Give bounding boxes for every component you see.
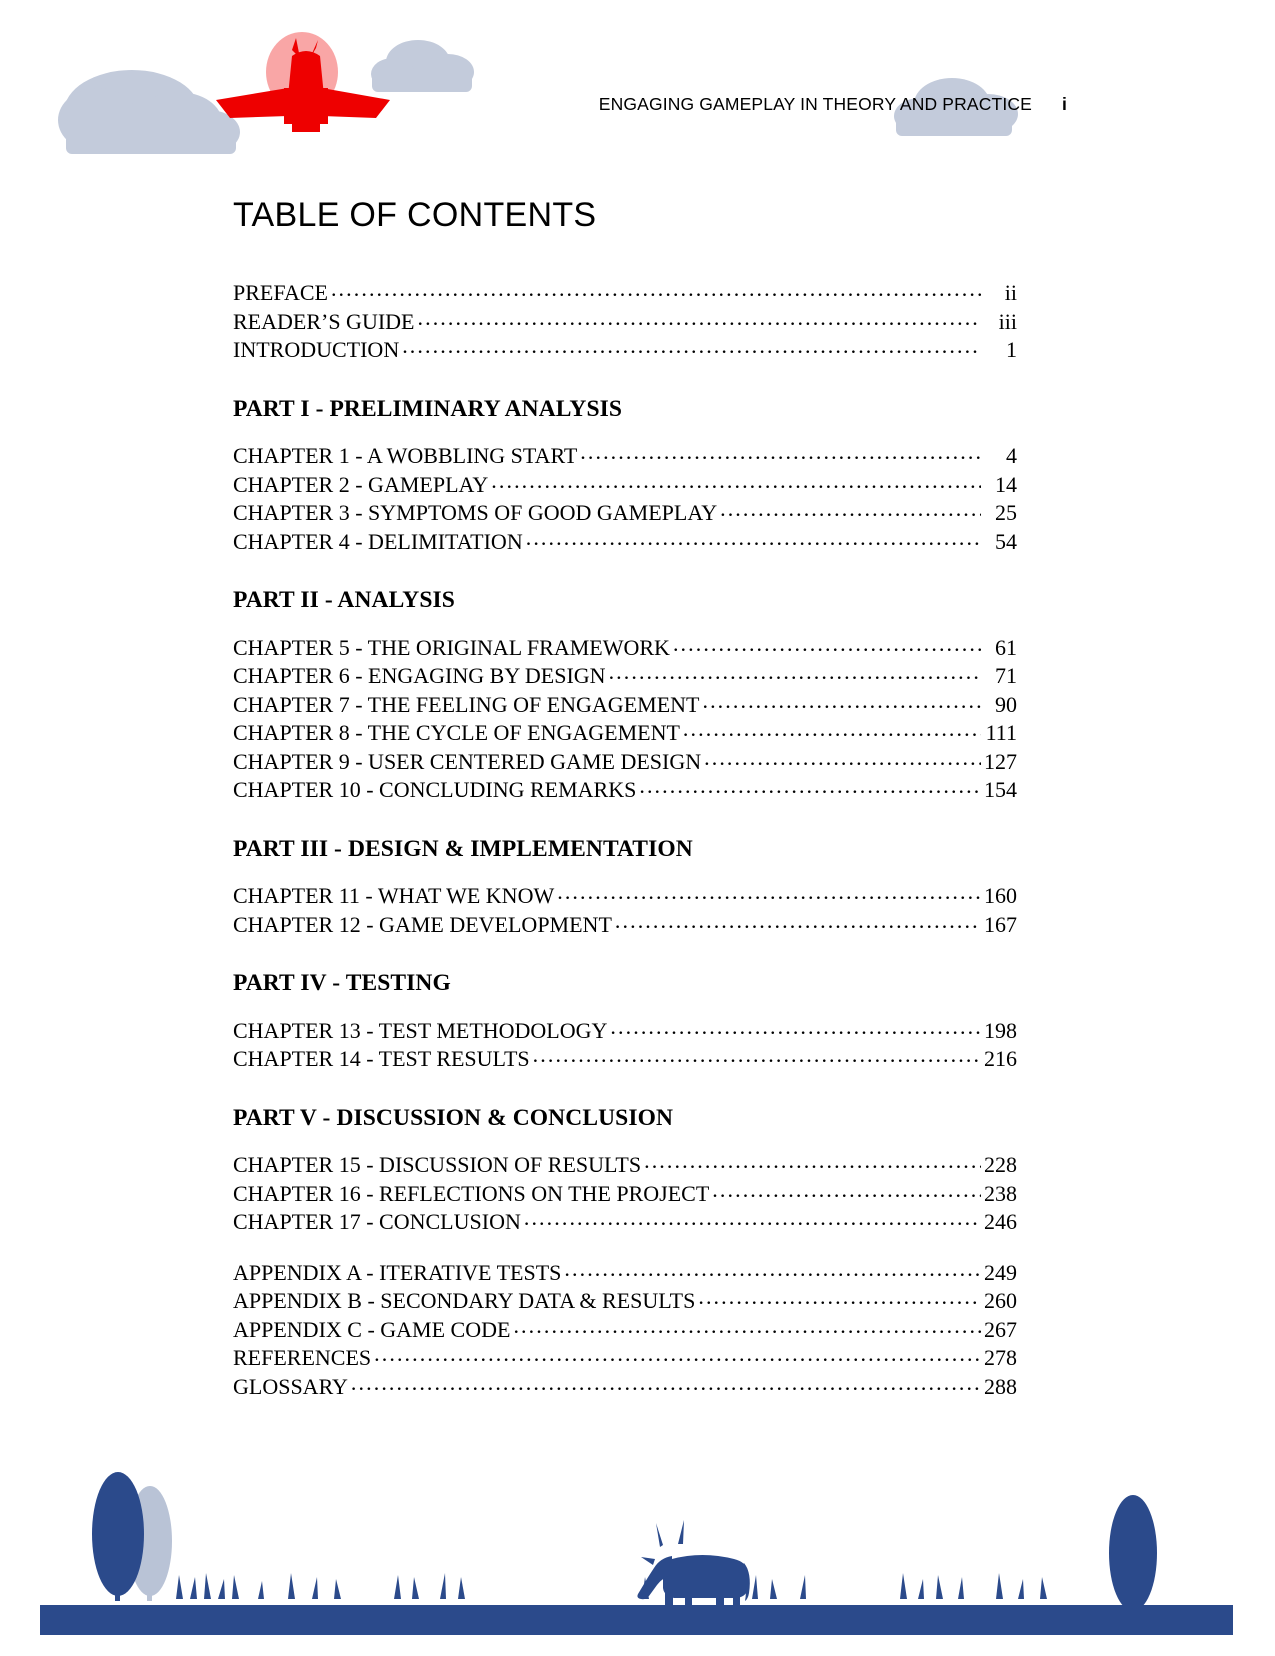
grass-icon bbox=[176, 1573, 465, 1599]
toc-entry-label: CHAPTER 14 - TEST RESULTS bbox=[233, 1046, 530, 1071]
toc-entry-label: CHAPTER 11 - WHAT WE KNOW bbox=[233, 883, 555, 908]
dot-leader bbox=[402, 335, 981, 357]
part-heading: PART V - DISCUSSION & CONCLUSION bbox=[233, 1104, 674, 1131]
toc-entry[interactable] bbox=[233, 633, 1017, 662]
dot-leader bbox=[683, 718, 981, 740]
toc-entry-label: CHAPTER 8 - THE CYCLE OF ENGAGEMENT bbox=[233, 720, 680, 745]
toc-entry-label: APPENDIX B - SECONDARY DATA & RESULTS bbox=[233, 1288, 696, 1313]
toc-entry-label: CHAPTER 4 - DELIMITATION bbox=[233, 528, 523, 554]
toc-entry-label: CHAPTER 5 - THE ORIGINAL FRAMEWORK bbox=[233, 634, 670, 660]
toc-entry[interactable] bbox=[233, 1372, 1017, 1401]
toc-entry-page: 267 bbox=[984, 1316, 1017, 1342]
toc-part-5 bbox=[233, 1104, 1017, 1236]
part-heading: PART II - ANALYSIS bbox=[233, 587, 455, 613]
toc-entry[interactable] bbox=[233, 1258, 1017, 1287]
toc-front-matter bbox=[233, 278, 1017, 364]
toc-entry[interactable] bbox=[233, 1343, 1017, 1372]
toc-entry-page: 216 bbox=[984, 1046, 1017, 1071]
toc-entry-page: 127 bbox=[984, 748, 1017, 774]
dot-leader bbox=[580, 441, 981, 463]
tree-icon bbox=[1109, 1495, 1157, 1611]
toc-part-1 bbox=[233, 395, 1017, 556]
toc-entry[interactable] bbox=[233, 661, 1017, 690]
toc-entry-page: 228 bbox=[984, 1152, 1017, 1177]
dot-leader bbox=[513, 1315, 981, 1337]
running-header-title: ENGAGING GAMEPLAY IN THEORY AND PRACTICE bbox=[598, 94, 1032, 114]
toc-entry-label: GLOSSARY bbox=[233, 1373, 348, 1399]
toc-entry-label: CHAPTER 17 - CONCLUSION bbox=[233, 1209, 521, 1234]
toc-entry-page: 249 bbox=[984, 1259, 1017, 1285]
toc-entry-label: CHAPTER 15 - DISCUSSION OF RESULTS bbox=[233, 1152, 642, 1177]
toc-part-2 bbox=[233, 589, 1017, 804]
page-header bbox=[0, 0, 1275, 175]
toc-entry-page: 25 bbox=[995, 500, 1017, 525]
toc-entry-page: ii bbox=[1004, 280, 1017, 305]
toc-entry[interactable] bbox=[233, 1286, 1017, 1315]
toc-entry-label: CHAPTER 3 - SYMPTOMS OF GOOD GAMEPLAY bbox=[233, 500, 718, 525]
toc-entry-label: INTRODUCTION bbox=[233, 337, 400, 362]
dot-leader bbox=[639, 775, 981, 797]
toc-entry[interactable] bbox=[233, 335, 1017, 364]
dot-leader bbox=[524, 1207, 981, 1229]
toc-entry[interactable] bbox=[233, 690, 1017, 719]
dot-leader bbox=[702, 690, 981, 712]
dot-leader bbox=[564, 1258, 981, 1280]
dot-leader bbox=[673, 633, 981, 655]
toc-entry-label: CHAPTER 7 - THE FEELING OF ENGAGEMENT bbox=[233, 691, 700, 717]
toc-entry[interactable] bbox=[233, 307, 1017, 336]
dot-leader bbox=[351, 1372, 981, 1394]
toc-entry-page: 288 bbox=[984, 1373, 1017, 1399]
toc-entry-label: REFERENCES bbox=[233, 1345, 372, 1370]
part-heading: PART I - PRELIMINARY ANALYSIS bbox=[233, 395, 623, 422]
toc-entry-page: 154 bbox=[984, 777, 1017, 802]
toc-entry-page: 160 bbox=[984, 883, 1017, 908]
cloud-icon bbox=[371, 40, 474, 92]
toc-entry[interactable] bbox=[233, 775, 1017, 804]
dot-leader bbox=[418, 307, 982, 329]
dot-leader bbox=[533, 1044, 981, 1066]
dot-leader bbox=[615, 910, 981, 932]
toc-entry-page: 278 bbox=[984, 1345, 1017, 1370]
toc-entry-page: 167 bbox=[984, 911, 1017, 937]
toc-entry-label: CHAPTER 1 - A WOBBLING START bbox=[233, 443, 578, 468]
toc-entry-label: CHAPTER 6 - ENGAGING BY DESIGN bbox=[233, 663, 606, 688]
dot-leader bbox=[644, 1150, 981, 1172]
toc-entry-label: PREFACE bbox=[233, 280, 328, 305]
toc-content bbox=[233, 198, 1017, 1400]
toc-back-matter bbox=[233, 1258, 1017, 1401]
toc-entry-label: CHAPTER 2 - GAMEPLAY bbox=[233, 471, 489, 497]
ground-strip bbox=[40, 1605, 1233, 1635]
toc-entry-page: iii bbox=[998, 308, 1017, 334]
toc-entry-page: 198 bbox=[984, 1017, 1017, 1043]
toc-part-3 bbox=[233, 835, 1017, 939]
toc-entry[interactable] bbox=[233, 1044, 1017, 1073]
toc-entry-page: 1 bbox=[1006, 337, 1017, 362]
toc-part-4 bbox=[233, 972, 1017, 1073]
red-plane-icon bbox=[216, 32, 390, 132]
toc-entry[interactable] bbox=[233, 1016, 1017, 1045]
toc-entry[interactable] bbox=[233, 881, 1017, 910]
toc-entry-page: 54 bbox=[995, 528, 1017, 554]
toc-entry-page: 14 bbox=[995, 471, 1017, 497]
toc-entry-label: APPENDIX C - GAME CODE bbox=[233, 1316, 511, 1342]
toc-entry[interactable] bbox=[233, 527, 1017, 556]
dot-leader bbox=[720, 498, 981, 520]
toc-entry[interactable] bbox=[233, 1179, 1017, 1208]
dot-leader bbox=[610, 1016, 981, 1038]
toc-entry-page: 260 bbox=[984, 1288, 1017, 1313]
toc-entry-page: 90 bbox=[995, 691, 1017, 717]
dot-leader bbox=[526, 527, 981, 549]
dot-leader bbox=[374, 1343, 981, 1365]
toc-entry[interactable] bbox=[233, 498, 1017, 527]
page-title: TABLE OF CONTENTS bbox=[233, 196, 597, 234]
toc-entry[interactable] bbox=[233, 718, 1017, 747]
toc-entry-page: 246 bbox=[984, 1209, 1017, 1234]
toc-entry-page: 111 bbox=[985, 720, 1017, 745]
toc-entry[interactable] bbox=[233, 910, 1017, 939]
page-footer bbox=[0, 1401, 1275, 1651]
toc-entry-page: 238 bbox=[984, 1180, 1017, 1206]
part-heading: PART III - DESIGN & IMPLEMENTATION bbox=[233, 835, 693, 862]
dot-leader bbox=[704, 747, 981, 769]
dot-leader bbox=[698, 1286, 981, 1308]
toc-entry[interactable] bbox=[233, 441, 1017, 470]
dot-leader bbox=[491, 470, 981, 492]
header-page-number: i bbox=[1062, 94, 1067, 114]
part-heading: PART IV - TESTING bbox=[233, 970, 451, 996]
dot-leader bbox=[712, 1179, 981, 1201]
toc-entry-page: 61 bbox=[995, 634, 1017, 660]
toc-entry[interactable] bbox=[233, 278, 1017, 307]
toc-entry[interactable] bbox=[233, 747, 1017, 776]
toc-entry-label: CHAPTER 10 - CONCLUDING REMARKS bbox=[233, 777, 637, 802]
toc-entry-label: CHAPTER 12 - GAME DEVELOPMENT bbox=[233, 911, 612, 937]
dot-leader bbox=[331, 278, 981, 300]
toc-entry-label: CHAPTER 16 - REFLECTIONS ON THE PROJECT bbox=[233, 1180, 710, 1206]
toc-entry-page: 71 bbox=[995, 663, 1017, 688]
dot-leader bbox=[609, 661, 981, 683]
toc-entry-label: CHAPTER 9 - USER CENTERED GAME DESIGN bbox=[233, 748, 702, 774]
toc-entry[interactable] bbox=[233, 1150, 1017, 1179]
toc-entry[interactable] bbox=[233, 470, 1017, 499]
toc-entry[interactable] bbox=[233, 1207, 1017, 1236]
toc-entry-label: CHAPTER 13 - TEST METHODOLOGY bbox=[233, 1017, 608, 1043]
toc-entry-page: 4 bbox=[1006, 443, 1017, 468]
toc-entry-label: APPENDIX A - ITERATIVE TESTS bbox=[233, 1259, 562, 1285]
toc-entry[interactable] bbox=[233, 1315, 1017, 1344]
header-decoration bbox=[0, 0, 1275, 175]
toc-entry-label: READER’S GUIDE bbox=[233, 308, 415, 334]
dot-leader bbox=[557, 881, 981, 903]
